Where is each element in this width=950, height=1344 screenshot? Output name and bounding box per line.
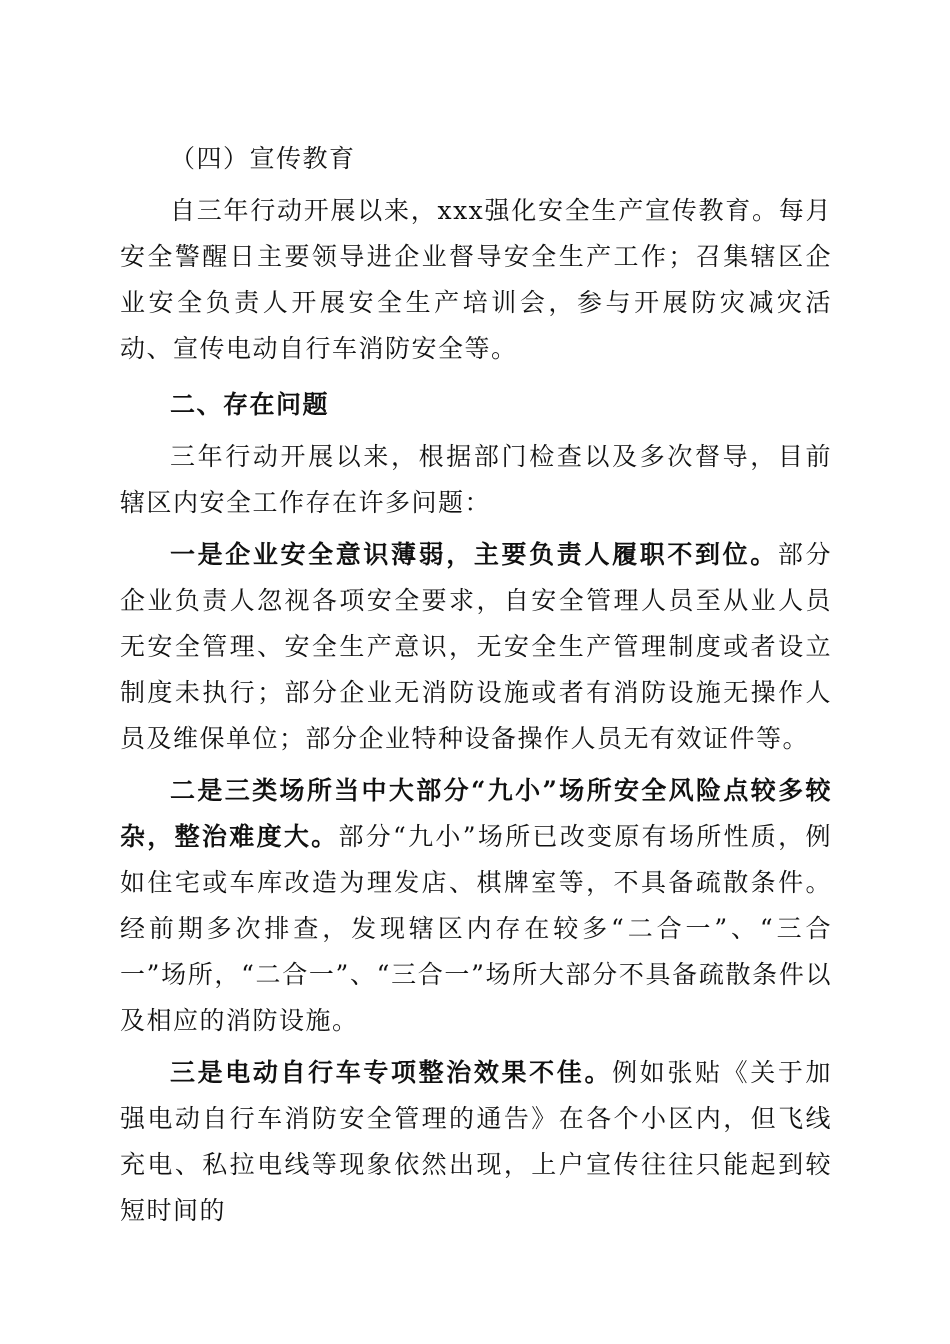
issue-paragraph-1	[120, 532, 832, 762]
issue-3-lead: 三是电动自行车专项整治效果不佳。	[170, 1058, 613, 1087]
issue-paragraph-2	[120, 768, 832, 1044]
issue-2-lead: 二是三类场所当中大部分“九小”场所安全风险点较多较杂，整治难度大。	[120, 776, 832, 851]
section-four-body: 自三年行动开展以来，xxx强化安全生产宣传教育。每月安全警醒日主要领导进企业督导安全生产工作；召集辖区企业安全负责人开展安全生产培训会，参与开展防灾减灾活动、宣传电动自行车消防安全等。	[120, 196, 832, 363]
part-two-heading: 二、存在问题	[170, 390, 330, 419]
issue-2-body: 部分“九小”场所已改变原有场所性质，例如住宅或车库改造为理发店、棋牌室等，不具备疏散条件。经前期多次排查，发现辖区内存在较多“二合一”、“三合一”场所，“二合一”、“三合一”场所大部分不具备疏散条件以及相应的消防设施。	[120, 822, 832, 1035]
issue-1-body: 部分企业负责人忽视各项安全要求，自安全管理人员至从业人员无安全管理、安全生产意识，无安全生产管理制度或者设立制度未执行；部分企业无消防设施或者有消防设施无操作人员及维保单位；部分企业特种设备操作人员无有效证件等。	[120, 540, 832, 753]
issue-paragraph-3	[120, 1050, 832, 1234]
document-page	[120, 136, 832, 1234]
part-two-intro: 三年行动开展以来，根据部门检查以及多次督导，目前辖区内安全工作存在许多问题：	[120, 442, 832, 517]
issue-3-body: 例如张贴《关于加强电动自行车消防安全管理的通告》在各个小区内，但飞线充电、私拉电线等现象依然出现，上户宣传往往只能起到较短时间的	[120, 1058, 832, 1225]
issue-1-lead: 一是企业安全意识薄弱，主要负责人履职不到位。	[170, 540, 778, 569]
section-four-heading: （四）宣传教育	[170, 144, 356, 173]
